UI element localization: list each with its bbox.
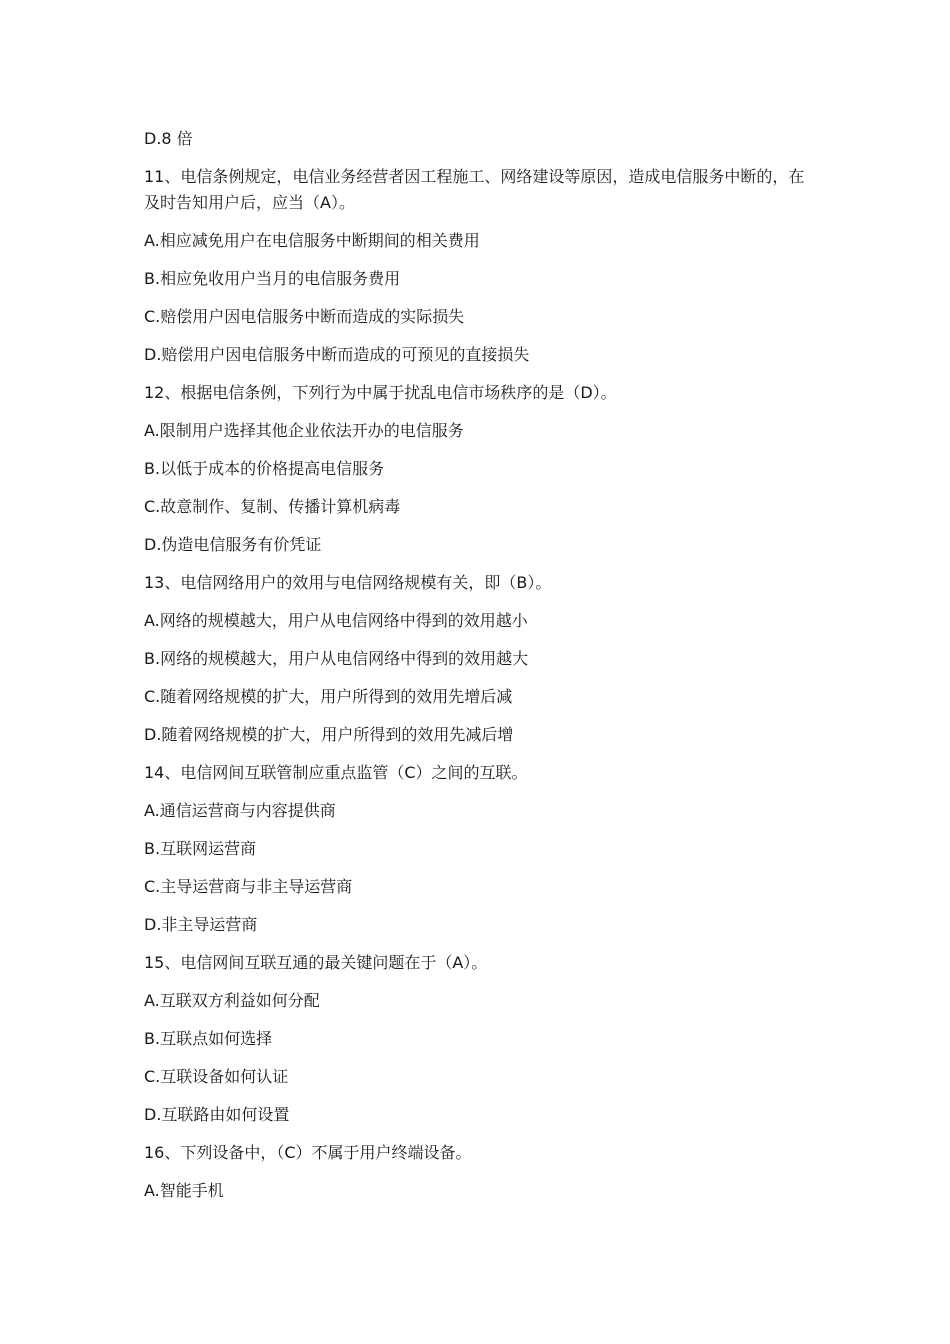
- option-line: D.随着网络规模的扩大，用户所得到的效用先减后增: [144, 725, 514, 744]
- option-line: C.互联设备如何认证: [144, 1067, 289, 1086]
- option-line: A.互联双方利益如何分配: [144, 991, 320, 1010]
- option-line: C.故意制作、复制、传播计算机病毒: [144, 497, 401, 516]
- question-line: 15、电信网间互联互通的最关键问题在于（A）。: [144, 953, 488, 972]
- option-line: B.互联点如何选择: [144, 1029, 273, 1048]
- option-line: B.互联网运营商: [144, 839, 257, 858]
- option-line: D.赔偿用户因电信服务中断而造成的可预见的直接损失: [144, 345, 530, 364]
- option-line: D.非主导运营商: [144, 915, 258, 934]
- option-line: C.随着网络规模的扩大，用户所得到的效用先增后减: [144, 687, 513, 706]
- option-line: A.相应减免用户在电信服务中断期间的相关费用: [144, 231, 480, 250]
- question-line: 16、下列设备中，（C）不属于用户终端设备。: [144, 1143, 472, 1162]
- option-line: A.智能手机: [144, 1181, 224, 1200]
- option-line: D.8 倍: [144, 129, 193, 148]
- question-line: 12、根据电信条例，下列行为中属于扰乱电信市场秩序的是（D）。: [144, 383, 617, 402]
- question-line: 11、电信条例规定，电信业务经营者因工程施工、网络建设等原因，造成电信服务中断的，在及时告知用户后，应当（A）。: [144, 167, 805, 212]
- option-line: B.以低于成本的价格提高电信服务: [144, 459, 385, 478]
- option-line: B.网络的规模越大，用户从电信网络中得到的效用越大: [144, 649, 529, 668]
- option-line: D.伪造电信服务有价凭证: [144, 535, 322, 554]
- option-line: B.相应免收用户当月的电信服务费用: [144, 269, 401, 288]
- option-line: D.互联路由如何设置: [144, 1105, 290, 1124]
- option-line: A.网络的规模越大，用户从电信网络中得到的效用越小: [144, 611, 528, 630]
- option-line: C.主导运营商与非主导运营商: [144, 877, 353, 896]
- question-line: 13、电信网络用户的效用与电信网络规模有关，即（B）。: [144, 573, 552, 592]
- question-line: 14、电信网间互联管制应重点监管（C）之间的互联。: [144, 763, 528, 782]
- option-line: A.通信运营商与内容提供商: [144, 801, 336, 820]
- option-line: A.限制用户选择其他企业依法开办的电信服务: [144, 421, 464, 440]
- option-line: C.赔偿用户因电信服务中断而造成的实际损失: [144, 307, 465, 326]
- document-body: [144, 126, 814, 1216]
